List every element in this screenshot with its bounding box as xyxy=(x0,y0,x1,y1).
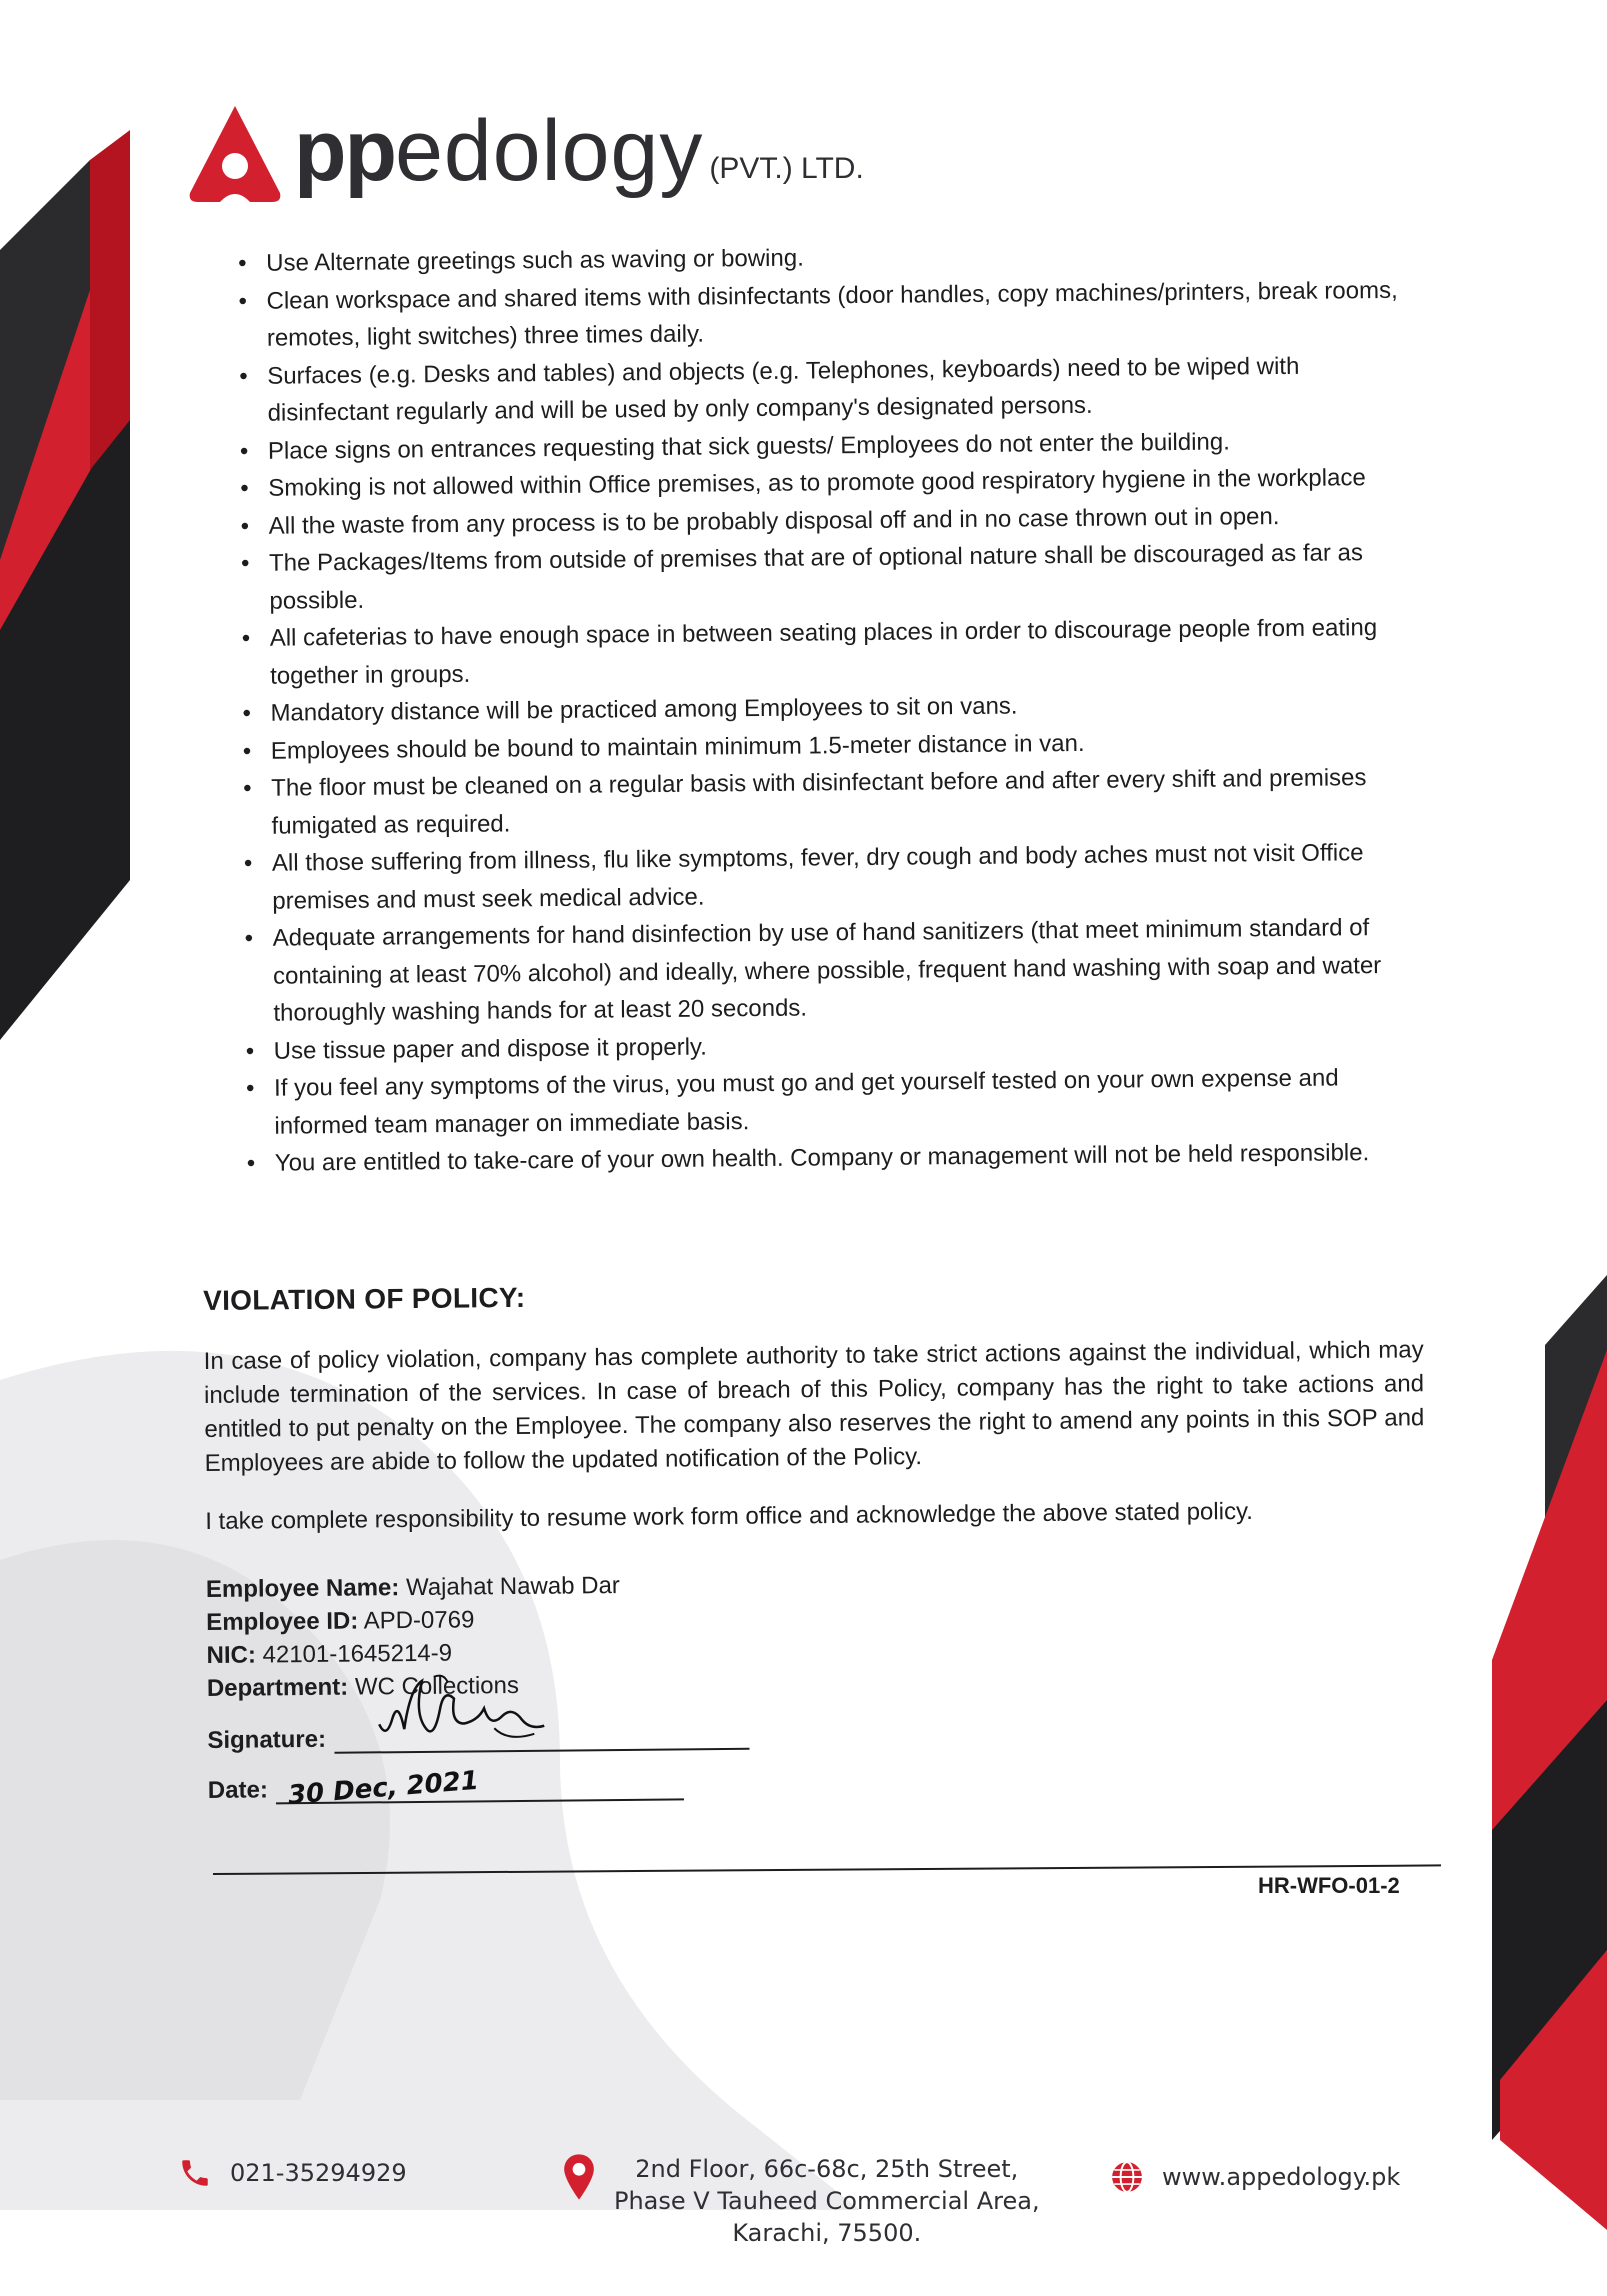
bullet-icon: • xyxy=(246,1149,256,1177)
list-item: • Place signs on entrances requesting that sick guests/ Employees do not enter the building. xyxy=(240,421,1415,470)
bullet-icon: • xyxy=(245,1037,255,1065)
bullet-icon: • xyxy=(241,624,251,652)
signature-label: Signature: xyxy=(207,1725,327,1754)
logo-text-edology: edology xyxy=(395,103,704,199)
list-item: • All those suffering from illness, flu like symptoms, fever, dry cough and body aches must not visit Office premises and must seek medical advice. xyxy=(243,839,1364,915)
phone-icon xyxy=(178,2156,212,2190)
date-line xyxy=(276,1765,684,1811)
sop-bullet-list xyxy=(238,234,1422,1183)
list-item: • You are entitled to take-care of your own health. Company or management will not be held responsible. xyxy=(247,1134,1422,1183)
website-link[interactable]: www.appedology.pk xyxy=(1162,2163,1401,2191)
list-item: • If you feel any symptoms of the virus, you must go and get yourself tested on your own expense and informed team manager on immediate basis. xyxy=(245,1064,1339,1140)
list-item: • Use Alternate greetings such as waving or bowing. xyxy=(238,234,1413,283)
logo-suffix: (PVT.) LTD. xyxy=(709,152,864,185)
company-logo xyxy=(180,88,864,208)
footer-phone xyxy=(178,2156,407,2190)
handwritten-signature xyxy=(373,1668,554,1760)
list-item: • Use tissue paper and dispose it properly. xyxy=(246,1021,1421,1070)
nic-value: 42101-1645214-9 xyxy=(262,1639,453,1669)
list-item: • Surfaces (e.g. Desks and tables) and objects (e.g. Telephones, keyboards) need to be wiped with disinfectant regularly and will be used by only company's designated persons. xyxy=(239,352,1300,427)
bullet-icon: • xyxy=(244,924,254,952)
list-item: • Employees should be bound to maintain minimum 1.5-meter distance in van. xyxy=(243,721,1418,770)
violation-paragraph: In case of policy violation, company has complete authority to take strict actions against the individual, which may include termination of the services. In case of breach of this Policy, company has the right to take actions and entitled to put penalty on the Employee. The company also reserves the right to amend any points in this SOP and Employees are abide to follow the updated notification of the Policy. xyxy=(203,1336,1425,1477)
list-item: • All the waste from any process is to be probably disposal off and in no case thrown out in open. xyxy=(241,496,1416,545)
phone-number: 021-35294929 xyxy=(230,2159,407,2187)
footer-address xyxy=(562,2153,1040,2249)
address-line-1: 2nd Floor, 66c-68c, 25th Street, xyxy=(635,2155,1019,2183)
document-code: HR-WFO-01-2 xyxy=(1258,1873,1400,1898)
bullet-icon: • xyxy=(240,474,249,502)
logo-text-pp: pp xyxy=(294,103,396,199)
bullet-icon: • xyxy=(243,774,252,802)
section-heading: VIOLATION OF POLICY: xyxy=(203,1281,526,1316)
list-item: • Clean workspace and shared items with disinfectants (door handles, copy machines/printers, break rooms, remotes, light switches) three times daily. xyxy=(238,276,1398,352)
bullet-icon: • xyxy=(245,1074,255,1102)
acknowledgement-paragraph: I take complete responsibility to resume work form office and acknowledge the above stated policy. xyxy=(205,1497,1254,1535)
list-item: • All cafeterias to have enough space in between seating places in order to discourage people from eating together in groups. xyxy=(241,614,1378,690)
date-row xyxy=(207,1761,1428,1811)
footer-divider xyxy=(213,1864,1441,1875)
employee-id-label: Employee ID: xyxy=(206,1607,359,1636)
address-line-2: Phase V Tauheed Commercial Area, xyxy=(614,2187,1040,2215)
bullet-icon: • xyxy=(238,287,248,315)
bullet-icon: • xyxy=(238,249,247,277)
bullet-icon: • xyxy=(242,737,252,765)
bullet-icon: • xyxy=(240,512,250,540)
list-item: • Adequate arrangements for hand disinfection by use of hand sanitizers (that meet minimum standard of containing at least 70% alcohol) and ideally, where possible, frequent hand washing with soap and water thoroughly washing hands for at least 20 seconds. xyxy=(244,914,1382,1027)
employee-name-value: Wajahat Nawab Dar xyxy=(405,1572,620,1602)
signature-row xyxy=(207,1711,1427,1755)
list-item: • The Packages/Items from outside of premises that are of optional nature shall be discouraged as far as possible. xyxy=(240,539,1364,615)
list-item: • Mandatory distance will be practiced among Employees to sit on vans. xyxy=(242,684,1417,733)
bullet-icon: • xyxy=(243,849,253,877)
list-item: • Smoking is not allowed within Office premises, as to promote good respiratory hygiene in the workplace xyxy=(240,459,1415,508)
department-label: Department: xyxy=(206,1673,349,1702)
handwritten-date: 30 Dec, 2021 xyxy=(286,1765,480,1811)
bullet-icon: • xyxy=(240,549,250,577)
nic-label: NIC: xyxy=(206,1641,257,1669)
department-value: WC Collections xyxy=(354,1671,520,1701)
signature-line xyxy=(334,1718,749,1754)
globe-icon xyxy=(1110,2160,1144,2194)
address-line-3: Karachi, 75500. xyxy=(732,2219,922,2247)
employee-id-value: APD-0769 xyxy=(363,1606,475,1635)
logo-a-mark-icon xyxy=(180,98,290,208)
address-text xyxy=(614,2153,1040,2249)
bullet-icon: • xyxy=(242,699,252,727)
list-item: • The floor must be cleaned on a regular basis with disinfectant before and after every shift and premises fumigated as required. xyxy=(243,764,1367,840)
date-label: Date: xyxy=(207,1776,268,1804)
violation-section xyxy=(203,1273,1428,1811)
location-pin-icon xyxy=(562,2153,596,2201)
footer-website xyxy=(1110,2160,1400,2194)
bullet-icon: • xyxy=(239,437,249,465)
employee-name-label: Employee Name: xyxy=(205,1574,400,1603)
bullet-icon: • xyxy=(239,362,248,390)
